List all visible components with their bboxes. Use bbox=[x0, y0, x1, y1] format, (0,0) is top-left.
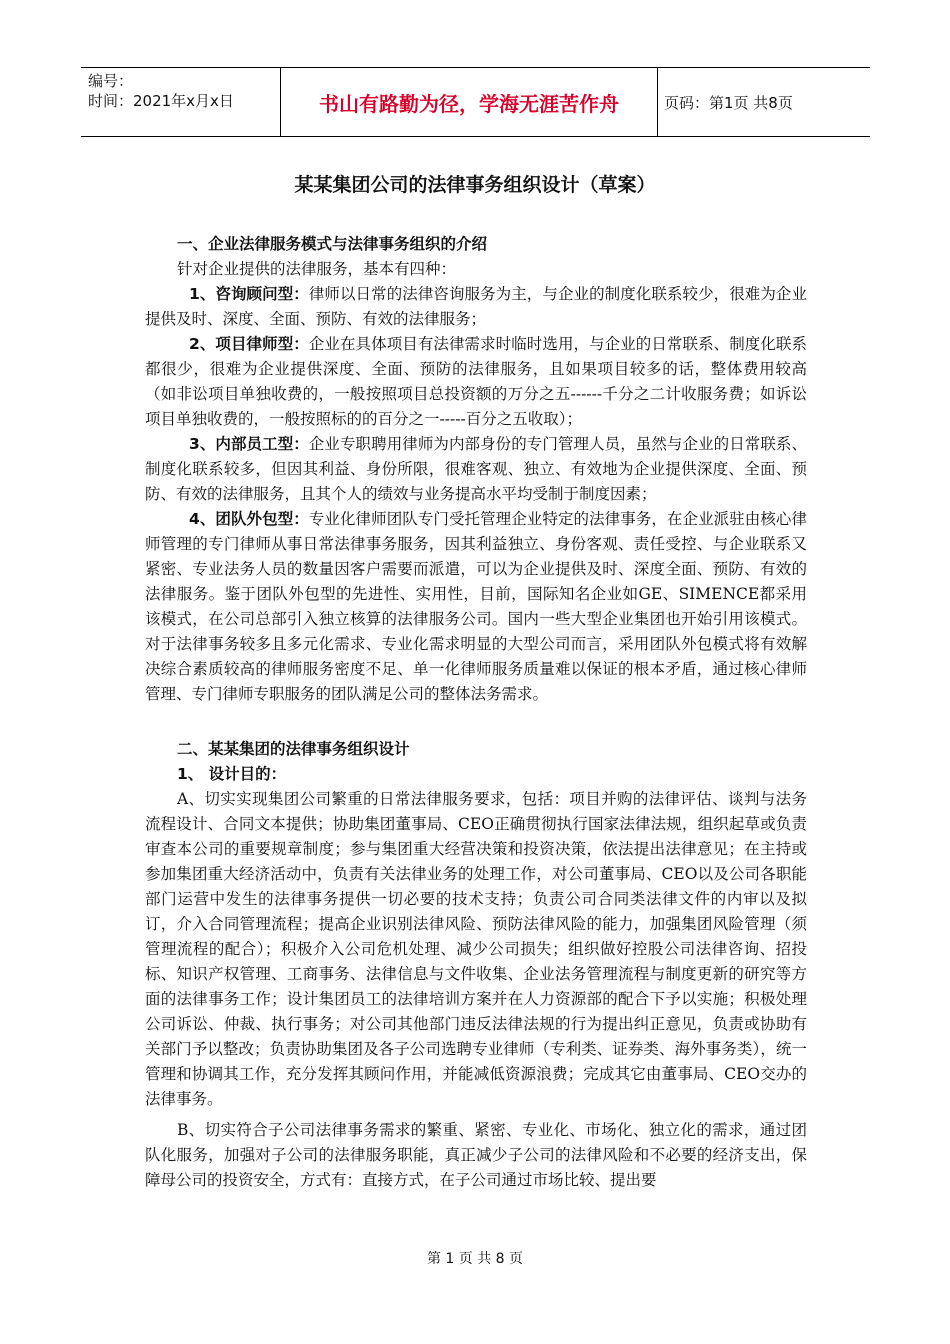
item-text: 律师以日常的法律咨询服务为主，与企业的制度化联系较少，很难为企业提供及时、深度、全面、预防、有效的法律服务； bbox=[145, 285, 807, 328]
section-spacer bbox=[145, 707, 807, 737]
section2-heading: 二、某某集团的法律事务组织设计 bbox=[177, 740, 410, 758]
header-page-info: 页码：第1页 共8页 bbox=[664, 93, 793, 112]
section2-paragraph-a: A、切实实现集团公司繁重的日常法律服务要求，包括：项目并购的法律评估、谈判与法务流程设计、合同文本提供；协助集团董事局、CEO正确贯彻执行国家法律法规，组织起草或负责审查本公司的重要规章制度；参与集团重大经营决策和投资决策，依法提出法律意见；在主持或参加集团重大经济活动中，负责有关法律业务的处理工作，对公司董事局、CEO以及公司各职能部门运营中发生的法律事务提供一切必要的技术支持；负责公司合同类法律文件的内审以及拟订，介入合同管理流程；提高企业识别法律风险、预防法律风险的能力，加强集团风险管理（须管理流程的配合）；积极介入公司危机处理、减少公司损失；组织做好控股公司法律咨询、招投标、知识产权管理、工商事务、法律信息与文件收集、企业法务管理流程与制度更新的研究等方面的法律事务工作；设计集团员工的法律培训方案并在人力资源部的配合下予以实施；积极处理公司诉讼、仲裁、执行事务；对公司其他部门违反法律法规的行为提出纠正意见，负责或协助有关部门予以整改；负责协助集团及各子公司选聘专业律师（专利类、证券类、海外事务类），统一管理和协调其工作，充分发挥其顾问作用，并能减低资源浪费；完成其它由董事局、CEO交办的法律事务。 bbox=[145, 790, 807, 1108]
item-lead: 2、项目律师型： bbox=[189, 335, 309, 353]
header-meta bbox=[81, 68, 281, 136]
section2-subheading: 1、 设计目的： bbox=[177, 765, 287, 783]
page-footer: 第 1 页 共 8 页 bbox=[426, 1251, 524, 1267]
service-model-item bbox=[145, 332, 807, 432]
item-lead: 4、团队外包型： bbox=[189, 510, 309, 528]
document-title: 某某集团公司的法律事务组织设计（草案） bbox=[294, 174, 656, 196]
service-model-item bbox=[145, 507, 807, 707]
document-body bbox=[145, 232, 807, 1193]
section1-intro: 针对企业提供的法律服务，基本有四种： bbox=[177, 260, 457, 278]
document-time-label: 时间：2021年x月x日 bbox=[88, 92, 234, 110]
item-text: 企业在具体项目有法律需求时临时选用，与企业的日常联系、制度化联系都很少，很难为企业提供深度、全面、预防的法律服务，且如果项目较多的话，整体费用较高（如非讼项目单独收费的，一般按照项目总投资额的万分之五------千分之二计收服务费；如诉讼项目单独收费的，一般按照标的的百分之一-----百分之五收取）； bbox=[145, 335, 807, 428]
header-motto: 书山有路勤为径，学海无涯苦作舟 bbox=[281, 68, 658, 136]
document-number-label: 编号： bbox=[88, 72, 134, 90]
service-model-item bbox=[145, 282, 807, 332]
item-text: 企业专职聘用律师为内部身份的专门管理人员，虽然与企业的日常联系、制度化联系较多，但因其利益、身份所限，很难客观、独立、有效地为企业提供深度、全面、预防、有效的法律服务，且其个人的绩效与业务提高水平均受制于制度因素； bbox=[145, 435, 807, 503]
item-text: 专业化律师团队专门受托管理企业特定的法律事务，在企业派驻由核心律师管理的专门律师从事日常法律事务服务，因其利益独立、身份客观、责任受控、与企业联系又紧密、专业法务人员的数量因客户需要而派遣，可以为企业提供及时、深度全面、预防、有效的法律服务。鉴于团队外包型的先进性、实用性，目前，国际知名企业如GE、SIMENCE都采用该模式，在公司总部引入独立核算的法律服务公司。国内一些大型企业集团也开始引用该模式。对于法律事务较多且多元化需求、专业化需求明显的大型公司而言，采用团队外包模式将有效解决综合素质较高的律师服务密度不足、单一化律师服务质量难以保证的根本矛盾，通过核心律师管理、专门律师专职服务的团队满足公司的整体法务需求。 bbox=[145, 510, 807, 703]
item-lead: 3、内部员工型： bbox=[189, 435, 309, 453]
service-model-item bbox=[145, 432, 807, 507]
page-header bbox=[81, 67, 870, 137]
item-lead: 1、咨询顾问型： bbox=[189, 285, 309, 303]
section1-heading: 一、企业法律服务模式与法律事务组织的介绍 bbox=[177, 235, 488, 253]
section2-paragraph-b: B、切实符合子公司法律事务需求的繁重、紧密、专业化、市场化、独立化的需求，通过团队化服务，加强对子公司的法律服务职能，真正减少子公司的法律风险和不必要的经济支出，保障母公司的投资安全，方式有：直接方式，在子公司通过市场比较、提出要 bbox=[145, 1121, 807, 1189]
